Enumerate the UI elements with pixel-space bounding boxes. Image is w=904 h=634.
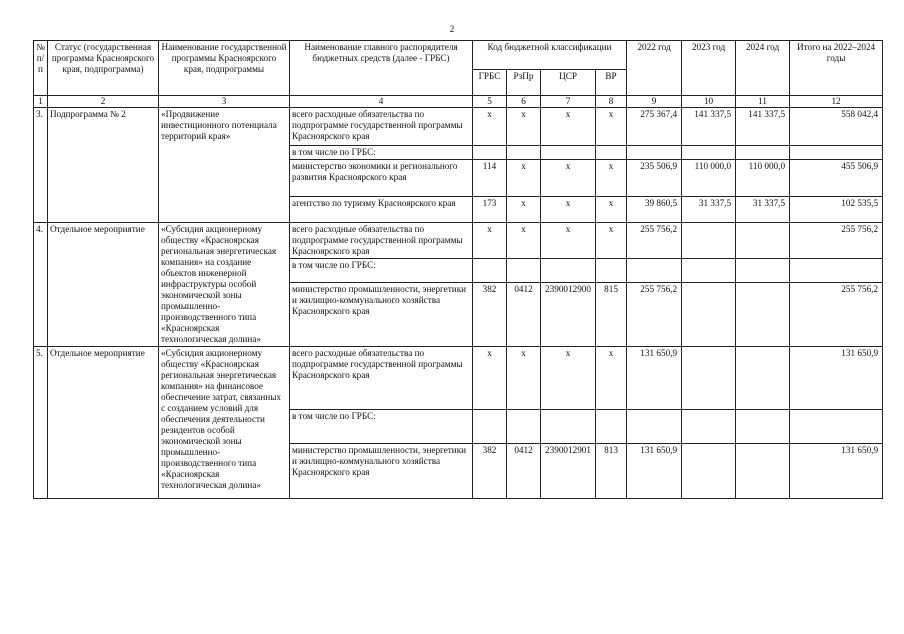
row-status: Отдельное мероприятие	[48, 223, 159, 347]
csr-cell: 2390012900	[541, 283, 596, 347]
col-index: 3	[159, 96, 290, 108]
year-2024-cell	[736, 223, 790, 259]
row-status: Подпрограмма № 2	[48, 108, 159, 223]
csr-cell: х	[541, 108, 596, 146]
header-total: Итого на 2022–2024 годы	[790, 41, 883, 96]
header-status: Статус (государственная программа Красноярского края, подпрограмма)	[48, 41, 159, 96]
year-2022-cell: 255 756,2	[627, 223, 682, 259]
page-number: 2	[449, 24, 455, 34]
grbs-name-cell: всего расходные обязательства по подпрограмме государственной программы Красноярского края	[290, 347, 473, 410]
year-2024-cell	[736, 444, 790, 499]
year-2022-cell: 131 650,9	[627, 444, 682, 499]
col-index: 10	[682, 96, 736, 108]
grbs-name-cell: всего расходные обязательства по подпрограмме государственной программы Красноярского края	[290, 108, 473, 146]
header-year-2022: 2022 год	[627, 41, 682, 96]
year-2022-cell: 255 756,2	[627, 283, 682, 347]
row-status: Отдельное мероприятие	[48, 347, 159, 499]
total-cell: 131 650,9	[790, 444, 883, 499]
col-index: 11	[736, 96, 790, 108]
year-2023-cell	[682, 283, 736, 347]
csr-cell: 2390012901	[541, 444, 596, 499]
year-2024-cell: 141 337,5	[736, 108, 790, 146]
grbs-cell: 382	[473, 283, 507, 347]
rzpr-cell: х	[507, 347, 541, 410]
year-2022-cell: 275 367,4	[627, 108, 682, 146]
csr-cell: х	[541, 223, 596, 259]
year-2022-cell: 235 506,9	[627, 160, 682, 197]
rzpr-cell: х	[507, 108, 541, 146]
rzpr-cell: х	[507, 160, 541, 197]
grbs-name-cell: в том числе по ГРБС:	[290, 410, 473, 444]
header-vr: ВР	[596, 70, 627, 96]
csr-cell: х	[541, 347, 596, 410]
grbs-name-cell: министерство экономики и регионального развития Красноярского края	[290, 160, 473, 197]
total-cell: 131 650,9	[790, 347, 883, 410]
vr-cell: х	[596, 223, 627, 259]
col-index: 2	[48, 96, 159, 108]
col-index: 12	[790, 96, 883, 108]
year-2023-cell: 31 337,5	[682, 197, 736, 223]
header-row	[34, 41, 883, 70]
csr-cell: х	[541, 160, 596, 197]
table-row	[34, 108, 883, 146]
column-index-row	[34, 96, 883, 108]
col-index: 1	[34, 96, 48, 108]
header-year-2024: 2024 год	[736, 41, 790, 96]
table-row	[34, 347, 883, 410]
rzpr-cell: х	[507, 223, 541, 259]
vr-cell: 813	[596, 444, 627, 499]
rzpr-cell: 0412	[507, 444, 541, 499]
grbs-name-cell: агентство по туризму Красноярского края	[290, 197, 473, 223]
row-num: 5.	[34, 347, 48, 499]
row-program-name: «Субсидия акционерному обществу «Красноярская региональная энергетическая компания» на финансовое обеспечение затрат, связанных с созданием условий для обеспечения деятельности резидентов особой экономической зоны промышленно-производственного типа «Красноярская технологическая долина»	[159, 347, 290, 499]
grbs-name-cell: министерство промышленности, энергетики и жилищно-коммунального хозяйства Красноярского края	[290, 283, 473, 347]
grbs-cell: 173	[473, 197, 507, 223]
row-num: 3.	[34, 108, 48, 223]
col-index: 4	[290, 96, 473, 108]
rzpr-cell: 0412	[507, 283, 541, 347]
grbs-cell: х	[473, 108, 507, 146]
grbs-name-cell: всего расходные обязательства по подпрограмме государственной программы Красноярского края	[290, 223, 473, 259]
year-2024-cell	[736, 283, 790, 347]
year-2023-cell: 110 000,0	[682, 160, 736, 197]
col-index: 6	[507, 96, 541, 108]
year-2023-cell	[682, 444, 736, 499]
year-2023-cell: 141 337,5	[682, 108, 736, 146]
year-2022-cell: 39 860,5	[627, 197, 682, 223]
rzpr-cell: х	[507, 197, 541, 223]
year-2023-cell	[682, 223, 736, 259]
header-grbs: ГРБС	[473, 70, 507, 96]
year-2024-cell: 110 000,0	[736, 160, 790, 197]
grbs-name-cell: в том числе по ГРБС:	[290, 146, 473, 160]
vr-cell: х	[596, 347, 627, 410]
header-num: № п/п	[34, 41, 48, 96]
total-cell: 455 506,9	[790, 160, 883, 197]
budget-table	[33, 40, 883, 499]
year-2024-cell	[736, 347, 790, 410]
header-kbk: Код бюджетной классификации	[473, 41, 627, 70]
grbs-cell: 382	[473, 444, 507, 499]
row-num: 4.	[34, 223, 48, 347]
row-program-name: «Субсидия акционерному обществу «Красноярская региональная энергетическая компания» на создание объектов инженерной инфраструктуры особой экономической зоны промышленно-производственного типа «Красноярская технологическая долина»	[159, 223, 290, 347]
header-program-name: Наименование государственной программы Красноярского края, подпрограммы	[159, 41, 290, 96]
grbs-cell: х	[473, 347, 507, 410]
vr-cell: х	[596, 160, 627, 197]
total-cell: 102 535,5	[790, 197, 883, 223]
vr-cell: 815	[596, 283, 627, 347]
table-row	[34, 223, 883, 259]
grbs-name-cell: министерство промышленности, энергетики и жилищно-коммунального хозяйства Красноярского края	[290, 444, 473, 499]
col-index: 9	[627, 96, 682, 108]
year-2022-cell: 131 650,9	[627, 347, 682, 410]
header-year-2023: 2023 год	[682, 41, 736, 96]
col-index: 5	[473, 96, 507, 108]
header-grbs-name: Наименование главного распорядителя бюджетных средств (далее - ГРБС)	[290, 41, 473, 96]
header-csr: ЦСР	[541, 70, 596, 96]
total-cell: 558 042,4	[790, 108, 883, 146]
total-cell: 255 756,2	[790, 223, 883, 259]
header-rzpr: РзПр	[507, 70, 541, 96]
col-index: 8	[596, 96, 627, 108]
vr-cell: х	[596, 197, 627, 223]
grbs-name-cell: в том числе по ГРБС:	[290, 259, 473, 283]
year-2024-cell: 31 337,5	[736, 197, 790, 223]
row-program-name: «Продвижение инвестиционного потенциала территорий края»	[159, 108, 290, 223]
grbs-cell: х	[473, 223, 507, 259]
total-cell: 255 756,2	[790, 283, 883, 347]
csr-cell: х	[541, 197, 596, 223]
col-index: 7	[541, 96, 596, 108]
grbs-cell: 114	[473, 160, 507, 197]
vr-cell: х	[596, 108, 627, 146]
year-2023-cell	[682, 347, 736, 410]
